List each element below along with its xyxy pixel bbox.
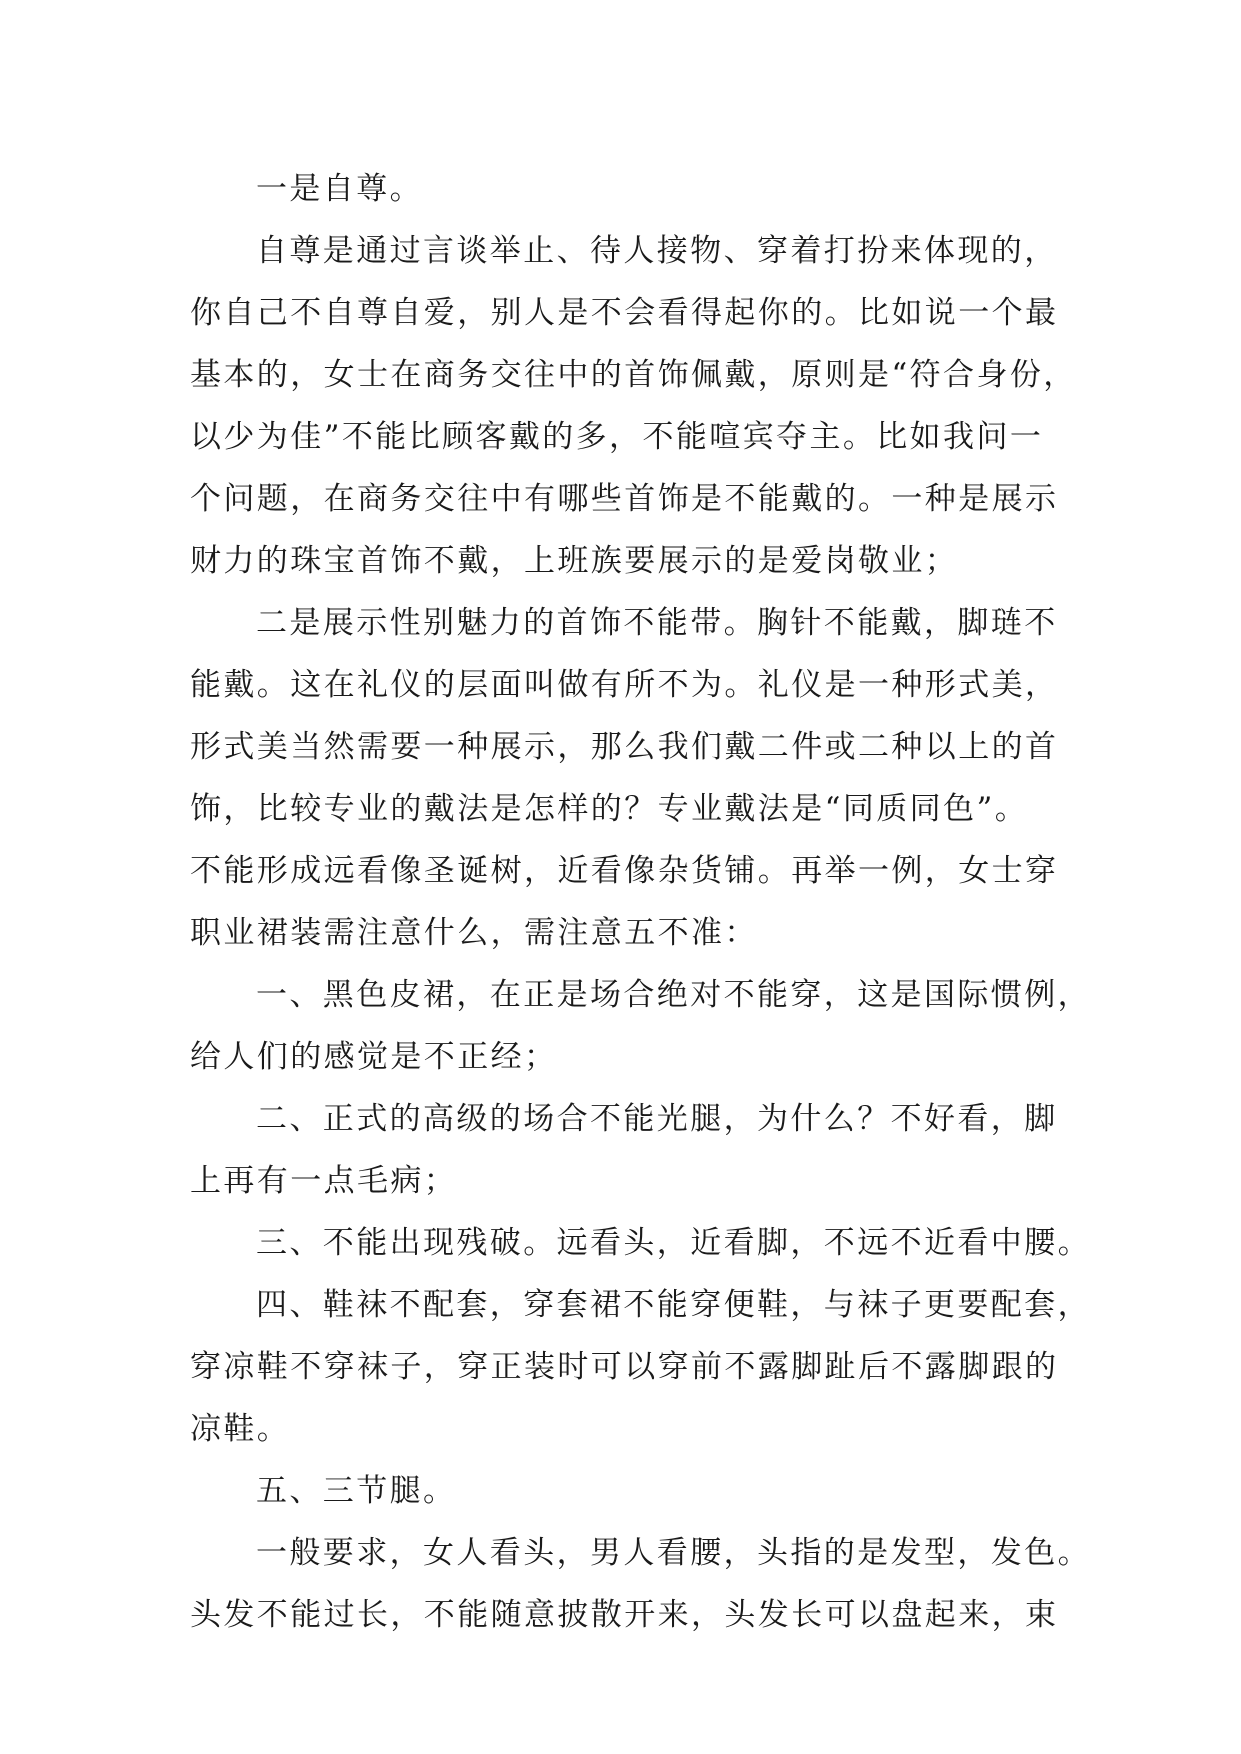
text-line: 给人们的感觉是不正经； xyxy=(190,1039,558,1075)
text-line: 一、黑色皮裙，在正是场合绝对不能穿，这是国际惯例， xyxy=(256,977,1091,1013)
text-line: 上再有一点毛病； xyxy=(190,1163,458,1199)
text-line: 职业裙装需注意什么，需注意五不准： xyxy=(190,915,758,951)
text-line: 饰，比较专业的戴法是怎样的？专业戴法是“同质同色”。 xyxy=(190,791,1029,827)
text-line: 自尊是通过言谈举止、待人接物、穿着打扮来体现的， xyxy=(256,233,1058,269)
text-line: 四、鞋袜不配套，穿套裙不能穿便鞋，与袜子更要配套， xyxy=(256,1287,1091,1323)
text-line: 基本的，女士在商务交往中的首饰佩戴，原则是“符合身份， xyxy=(190,357,1077,393)
text-line: 头发不能过长，不能随意披散开来，头发长可以盘起来，束 xyxy=(190,1597,1059,1633)
text-line: 二是展示性别魅力的首饰不能带。胸针不能戴，脚琏不 xyxy=(256,605,1058,641)
text-line: 以少为佳”不能比顾客戴的多，不能喧宾夺主。比如我问一 xyxy=(190,419,1044,455)
text-line: 一般要求，女人看头，男人看腰，头指的是发型，发色。 xyxy=(256,1535,1091,1571)
text-line: 二、正式的高级的场合不能光腿，为什么？不好看，脚 xyxy=(256,1101,1058,1137)
text-line: 不能形成远看像圣诞树，近看像杂货铺。再举一例，女士穿 xyxy=(190,853,1059,889)
text-line: 财力的珠宝首饰不戴，上班族要展示的是爱岗敬业； xyxy=(190,543,959,579)
text-line: 凉鞋。 xyxy=(190,1411,291,1447)
text-line: 能戴。这在礼仪的层面叫做有所不为。礼仪是一种形式美， xyxy=(190,667,1059,703)
text-line: 个问题，在商务交往中有哪些首饰是不能戴的。一种是展示 xyxy=(190,481,1059,517)
text-line: 形式美当然需要一种展示，那么我们戴二件或二种以上的首 xyxy=(190,729,1059,765)
text-line: 你自己不自尊自爱，别人是不会看得起你的。比如说一个最 xyxy=(190,295,1059,331)
text-line: 穿凉鞋不穿袜子，穿正装时可以穿前不露脚趾后不露脚跟的 xyxy=(190,1349,1059,1385)
text-line: 三、不能出现残破。远看头，近看脚，不远不近看中腰。 xyxy=(256,1225,1091,1261)
text-line: 一是自尊。 xyxy=(256,171,423,207)
text-line: 五、三节腿。 xyxy=(256,1473,457,1509)
body-text xyxy=(190,158,1091,1646)
